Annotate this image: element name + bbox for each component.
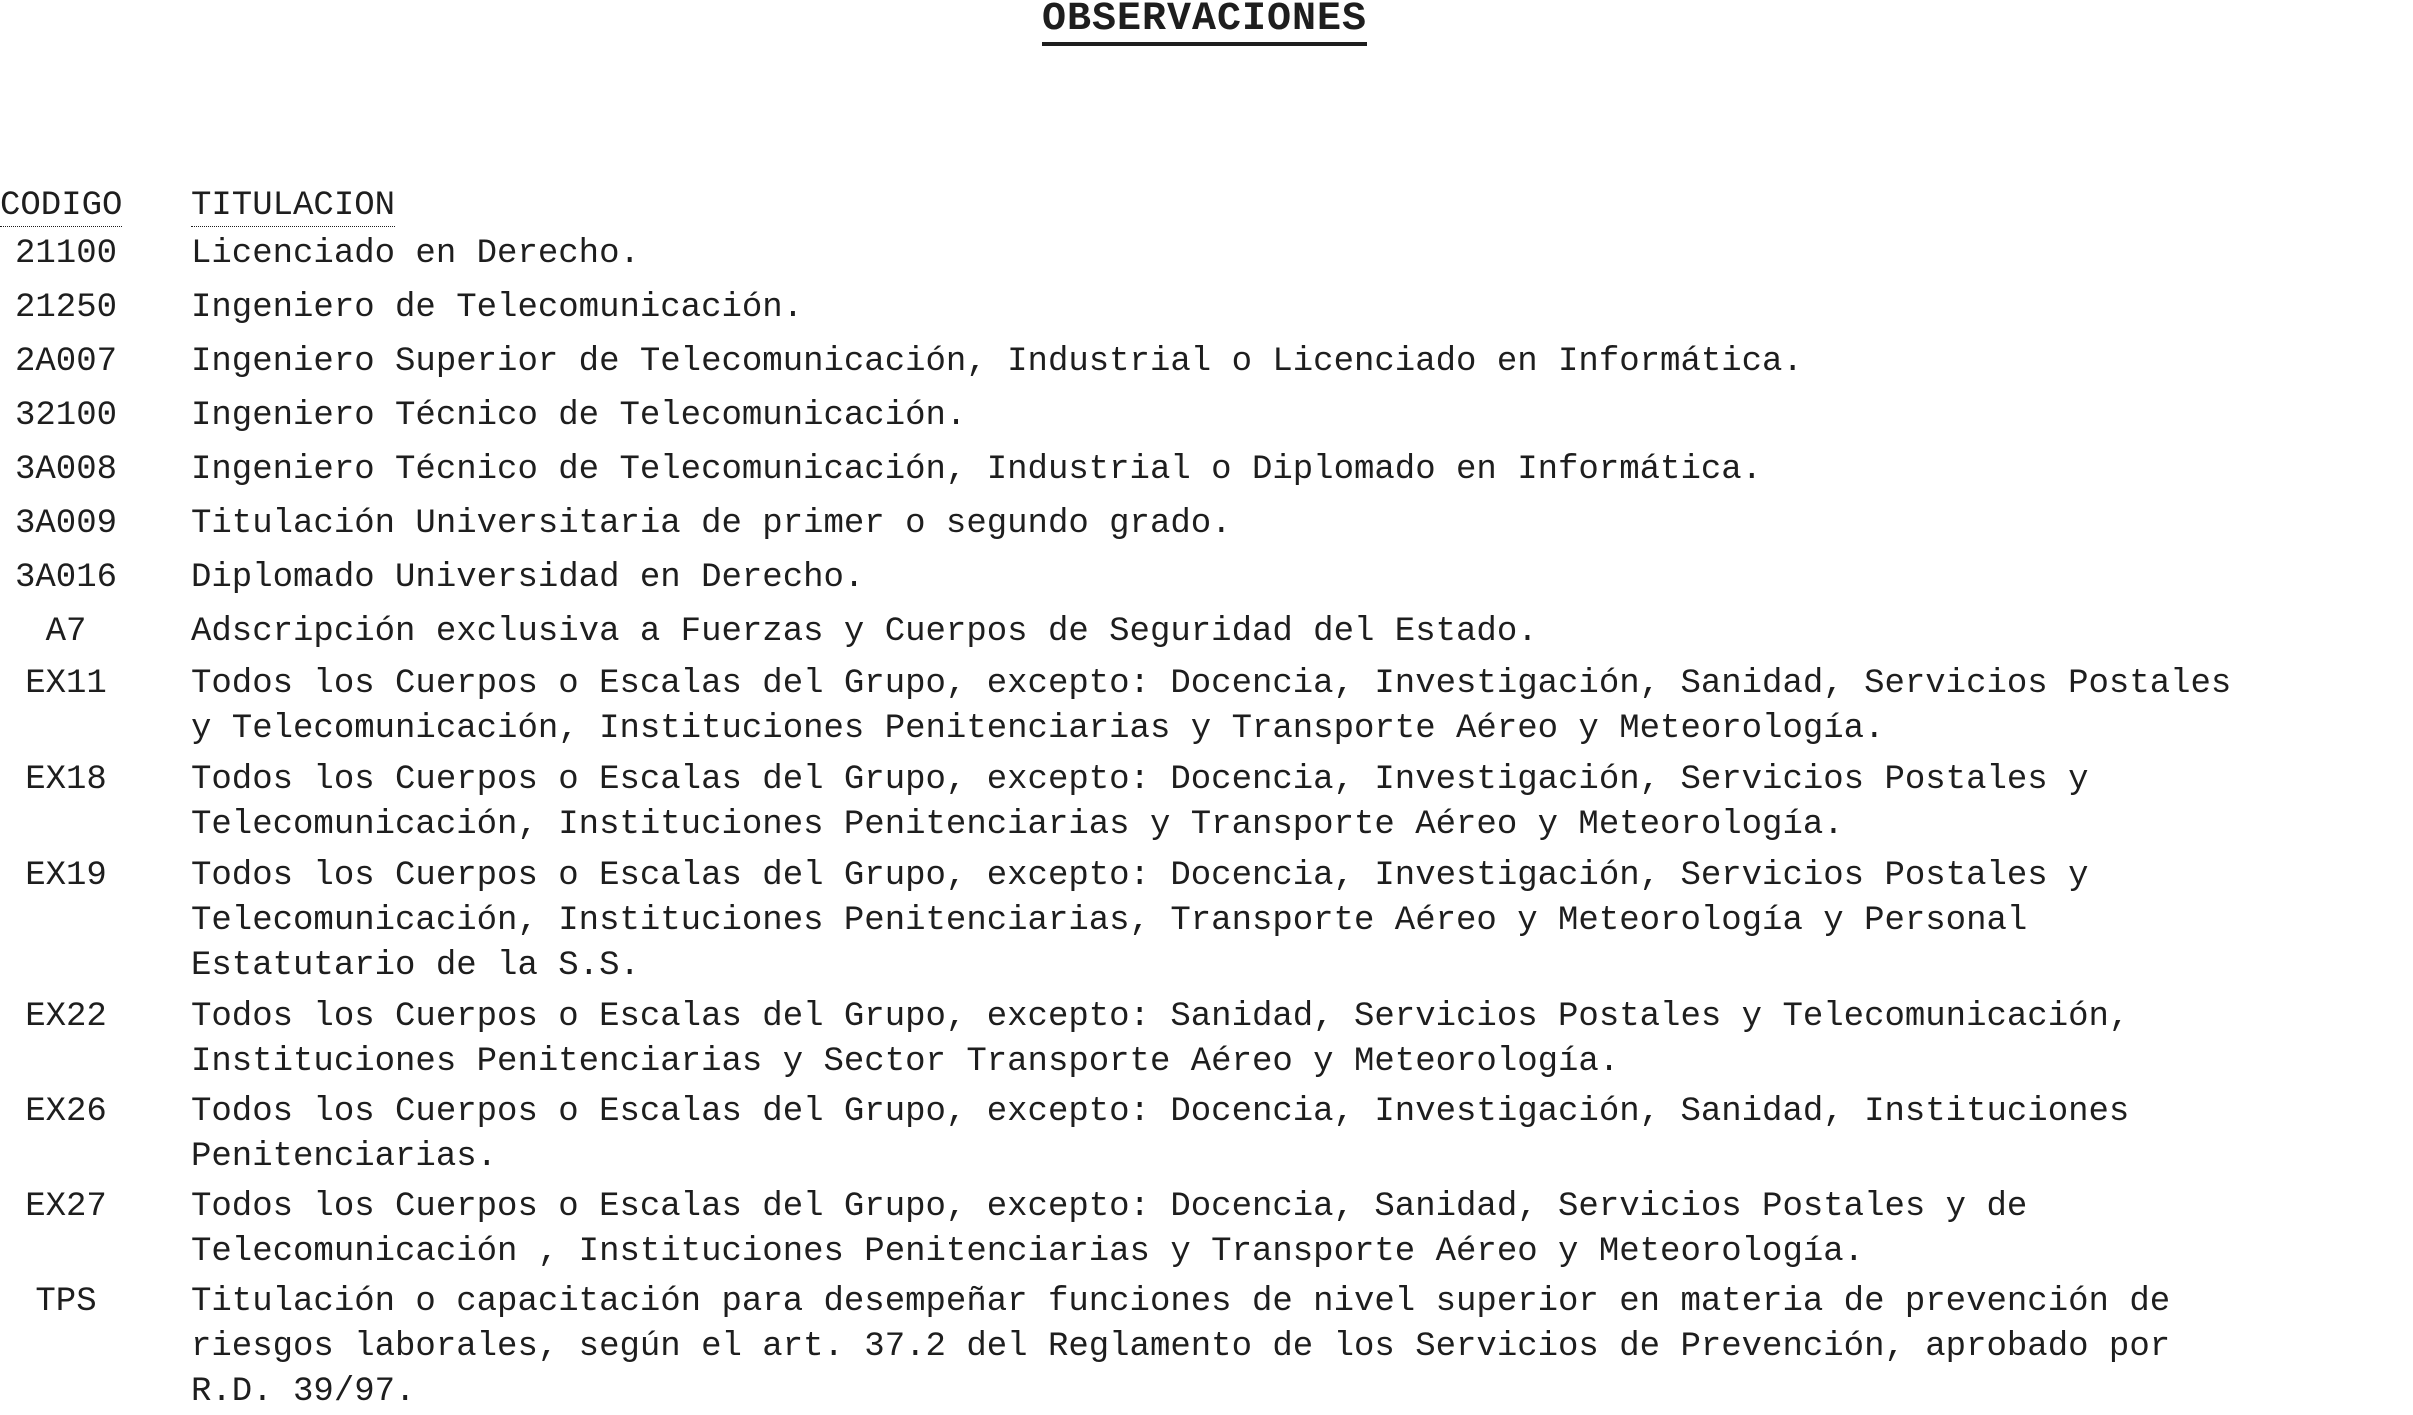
entry-code: EX22 [25, 998, 107, 1036]
entry-line: Telecomunicación , Instituciones Penitenciarias y Transporte Aéreo y Meteorología. [191, 1233, 1865, 1271]
column-header-code: CODIGO [0, 187, 123, 225]
entry-code: 3A008 [14, 451, 118, 489]
entry-line: Ingeniero de Telecomunicación. [191, 289, 804, 327]
entry-line: Telecomunicación, Instituciones Penitenciarias, Transporte Aéreo y Meteorología y Personal [191, 902, 2028, 940]
entry-description [191, 995, 2413, 1085]
entry-code: 3A016 [14, 559, 118, 597]
entry-description [191, 1280, 2413, 1415]
page-title [0, 0, 2413, 46]
entry-line: Telecomunicación, Instituciones Penitenciarias y Transporte Aéreo y Meteorología. [191, 806, 1844, 844]
entry-line: Diplomado Universidad en Derecho. [191, 559, 865, 597]
entry-code: EX19 [25, 857, 107, 895]
entry-code: EX11 [25, 665, 107, 703]
column-header-title: TITULACION [191, 187, 396, 225]
page-title-text: OBSERVACIONES [1042, 0, 1367, 46]
entry-code: EX26 [25, 1093, 107, 1131]
entry-description [191, 556, 2413, 601]
entry-line: y Telecomunicación, Instituciones Penitenciarias y Transporte Aéreo y Meteorología. [191, 710, 1885, 748]
entry-description [191, 662, 2413, 752]
entry-line: Todos los Cuerpos o Escalas del Grupo, excepto: Docencia, Investigación, Servicios Postales y [191, 761, 2089, 799]
entry-description [191, 758, 2413, 848]
entry-description [191, 502, 2413, 547]
entry-description [191, 232, 2413, 277]
entry-line: Todos los Cuerpos o Escalas del Grupo, excepto: Docencia, Sanidad, Servicios Postales y de [191, 1188, 2028, 1226]
entry-description [191, 610, 2413, 655]
entry-description [191, 854, 2413, 989]
entry-line: Adscripción exclusiva a Fuerzas y Cuerpos de Seguridad del Estado. [191, 613, 1538, 651]
entry-description [191, 448, 2413, 493]
entry-code: EX27 [25, 1188, 107, 1226]
entry-code: 21100 [14, 235, 118, 273]
entry-line: Ingeniero Técnico de Telecomunicación. [191, 397, 967, 435]
entry-code: 32100 [14, 397, 118, 435]
entry-line: Titulación o capacitación para desempeñar funciones de nivel superior en materia de prevención de [191, 1283, 2171, 1321]
entry-line: Titulación Universitaria de primer o segundo grado. [191, 505, 1232, 543]
entry-code: A7 [45, 613, 87, 651]
entry-code: 3A009 [14, 505, 118, 543]
entry-line: Penitenciarias. [191, 1138, 498, 1176]
entry-description [191, 1185, 2413, 1275]
entry-line: Todos los Cuerpos o Escalas del Grupo, excepto: Docencia, Investigación, Sanidad, Servicios Postales [191, 665, 2232, 703]
entry-line: riesgos laborales, según el art. 37.2 del Reglamento de los Servicios de Prevención, aprobado por [191, 1328, 2171, 1366]
entry-description [191, 340, 2413, 385]
entry-code: TPS [35, 1283, 97, 1321]
entry-line: Todos los Cuerpos o Escalas del Grupo, excepto: Docencia, Investigación, Servicios Postales y [191, 857, 2089, 895]
entry-description [191, 286, 2413, 331]
entry-line: Licenciado en Derecho. [191, 235, 640, 273]
entry-line: Todos los Cuerpos o Escalas del Grupo, excepto: Docencia, Investigación, Sanidad, Instituciones [191, 1093, 2130, 1131]
entry-line: Ingeniero Técnico de Telecomunicación, Industrial o Diplomado en Informática. [191, 451, 1763, 489]
entry-line: Instituciones Penitenciarias y Sector Transporte Aéreo y Meteorología. [191, 1043, 1620, 1081]
entry-description [191, 1090, 2413, 1180]
entry-line: R.D. 39/97. [191, 1373, 416, 1411]
entry-description [191, 394, 2413, 439]
entry-code: 2A007 [14, 343, 118, 381]
entry-line: Estatutario de la S.S. [191, 947, 640, 985]
entry-code: 21250 [14, 289, 118, 327]
entry-line: Todos los Cuerpos o Escalas del Grupo, excepto: Sanidad, Servicios Postales y Telecomunicación, [191, 998, 2130, 1036]
entry-line: Ingeniero Superior de Telecomunicación, Industrial o Licenciado en Informática. [191, 343, 1803, 381]
entry-code: EX18 [25, 761, 107, 799]
